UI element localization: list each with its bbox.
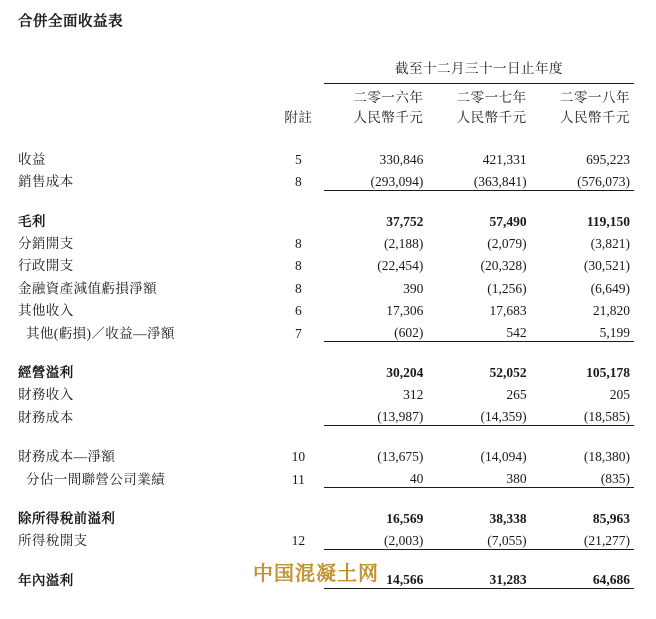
row-label: 收益 <box>18 151 46 167</box>
row-note: 8 <box>294 174 302 190</box>
table-row <box>18 252 634 274</box>
row-value-2016: 390 <box>403 280 424 296</box>
row-label: 財務成本—淨額 <box>18 449 116 465</box>
row-value-2018: 119,150 <box>586 213 630 229</box>
row-label: 財務收入 <box>18 387 74 403</box>
row-note <box>273 381 324 403</box>
row-value-2016: (22,454) <box>377 258 424 274</box>
row-value-2018: (30,521) <box>583 258 630 274</box>
row-value-2018: 5,199 <box>531 319 634 341</box>
row-value-2016: 37,752 <box>386 213 424 229</box>
row-value-2017: 52,052 <box>489 365 527 381</box>
income-statement-table <box>18 57 634 589</box>
table-row <box>18 381 634 403</box>
row-value-2016: 14,566 <box>324 566 427 588</box>
row-note <box>273 505 324 527</box>
spacer-row <box>18 342 634 359</box>
row-note: 8 <box>294 236 302 252</box>
row-value-2016: 312 <box>403 387 424 403</box>
row-note: 7 <box>294 325 302 341</box>
row-label: 毛利 <box>18 213 46 229</box>
row-value-2016: 40 <box>324 465 427 487</box>
row-label: 分佔一間聯營公司業績 <box>26 471 165 487</box>
row-note: 5 <box>294 151 302 167</box>
row-value-2018: (21,277) <box>531 527 634 549</box>
row-value-2018: (576,073) <box>531 168 634 190</box>
table-row <box>18 527 634 549</box>
table-row <box>18 207 634 229</box>
row-value-2017: 380 <box>427 465 530 487</box>
row-value-2016: (2,003) <box>324 527 427 549</box>
header-unit-2018: 人民幣千元 <box>560 109 630 125</box>
header-blank-cell-2 <box>18 83 273 106</box>
row-note: 11 <box>291 471 305 487</box>
table-row <box>18 505 634 527</box>
row-note: 8 <box>294 280 302 296</box>
row-note: 10 <box>291 449 306 465</box>
row-label: 經營溢利 <box>18 365 74 381</box>
table-header <box>18 57 634 129</box>
row-value-2017: (14,359) <box>427 403 530 425</box>
row-value-2018: (18,380) <box>583 449 630 465</box>
row-value-2018: 695,223 <box>586 151 630 167</box>
row-value-2018: 105,178 <box>586 365 630 381</box>
row-label: 銷售成本 <box>18 174 74 190</box>
table-row <box>18 146 634 168</box>
page-title: 合併全面收益表 <box>18 14 123 30</box>
header-blank-cell-3 <box>18 106 273 129</box>
spacer-row <box>18 129 634 146</box>
row-value-2016: 16,569 <box>386 510 424 526</box>
row-label: 其他收入 <box>18 303 74 319</box>
row-value-2018: (3,821) <box>590 236 630 252</box>
table-row <box>18 168 634 190</box>
row-label: 行政開支 <box>18 258 74 274</box>
row-value-2017: (20,328) <box>480 258 527 274</box>
header-note-label: 附註 <box>284 109 313 125</box>
row-value-2016: (602) <box>324 319 427 341</box>
row-note: 12 <box>291 533 306 549</box>
row-value-2017: 38,338 <box>489 510 527 526</box>
row-note: 6 <box>294 303 302 319</box>
row-value-2017: 265 <box>506 387 527 403</box>
header-blank-cell <box>18 57 273 82</box>
row-value-2017: (14,094) <box>480 449 527 465</box>
header-unit-2016: 人民幣千元 <box>353 109 424 125</box>
table-row <box>18 443 634 465</box>
header-blank-note-cell <box>273 57 324 82</box>
header-unit-row <box>18 106 634 129</box>
row-value-2018: (6,649) <box>590 280 630 296</box>
header-year-row <box>18 83 634 106</box>
row-value-2016: 17,306 <box>386 303 424 319</box>
row-label: 財務成本 <box>18 409 74 425</box>
row-value-2017: (7,055) <box>427 527 530 549</box>
row-value-2018: 21,820 <box>592 303 630 319</box>
watermark: 中国混凝土网 <box>253 561 379 585</box>
row-label: 除所得稅前溢利 <box>18 510 116 526</box>
table-row <box>18 403 634 425</box>
row-value-2016: 330,846 <box>379 151 424 167</box>
row-label: 所得稅開支 <box>18 533 88 549</box>
header-unit-2017: 人民幣千元 <box>456 109 527 125</box>
table-row <box>18 274 634 296</box>
row-note <box>273 403 324 425</box>
table-body <box>18 129 634 589</box>
header-year-2016: 二零一六年 <box>353 89 424 105</box>
row-note <box>273 359 324 381</box>
spacer-row <box>18 426 634 443</box>
table-row <box>18 359 634 381</box>
row-value-2016: (13,675) <box>377 449 424 465</box>
row-label: 其他(虧損)／收益—淨額 <box>26 325 175 341</box>
row-value-2016: (2,188) <box>383 236 424 252</box>
row-value-2018: (18,585) <box>531 403 634 425</box>
header-period-row <box>18 57 634 82</box>
row-value-2017: 421,331 <box>482 151 527 167</box>
row-value-2017: 17,683 <box>489 303 527 319</box>
row-value-2016: (13,987) <box>324 403 427 425</box>
table-row <box>18 319 634 341</box>
row-label: 分銷開支 <box>18 236 74 252</box>
row-value-2016: 30,204 <box>386 365 424 381</box>
row-label: 年內溢利 <box>18 572 74 588</box>
row-value-2017: (1,256) <box>487 280 527 296</box>
row-value-2016: (293,094) <box>324 168 427 190</box>
header-period-label: 截至十二月三十一日止年度 <box>395 61 564 76</box>
row-label: 金融資產減值虧損淨額 <box>18 280 157 296</box>
row-note <box>273 207 324 229</box>
table-row <box>18 230 634 252</box>
row-value-2017: 57,490 <box>489 213 527 229</box>
header-year-2018: 二零一八年 <box>560 89 630 105</box>
row-value-2017: (363,841) <box>427 168 530 190</box>
spacer-row <box>18 190 634 207</box>
row-value-2017: (2,079) <box>487 236 527 252</box>
row-note: 8 <box>294 258 302 274</box>
row-value-2017: 542 <box>427 319 530 341</box>
row-value-2017: 31,283 <box>427 566 530 588</box>
row-value-2018: 85,963 <box>592 510 630 526</box>
row-value-2018: (835) <box>531 465 634 487</box>
table-row <box>18 465 634 487</box>
row-value-2018: 64,686 <box>531 566 634 588</box>
row-value-2018: 205 <box>609 387 630 403</box>
header-year-2017: 二零一七年 <box>456 89 527 105</box>
table-row <box>18 297 634 319</box>
spacer-row <box>18 488 634 505</box>
